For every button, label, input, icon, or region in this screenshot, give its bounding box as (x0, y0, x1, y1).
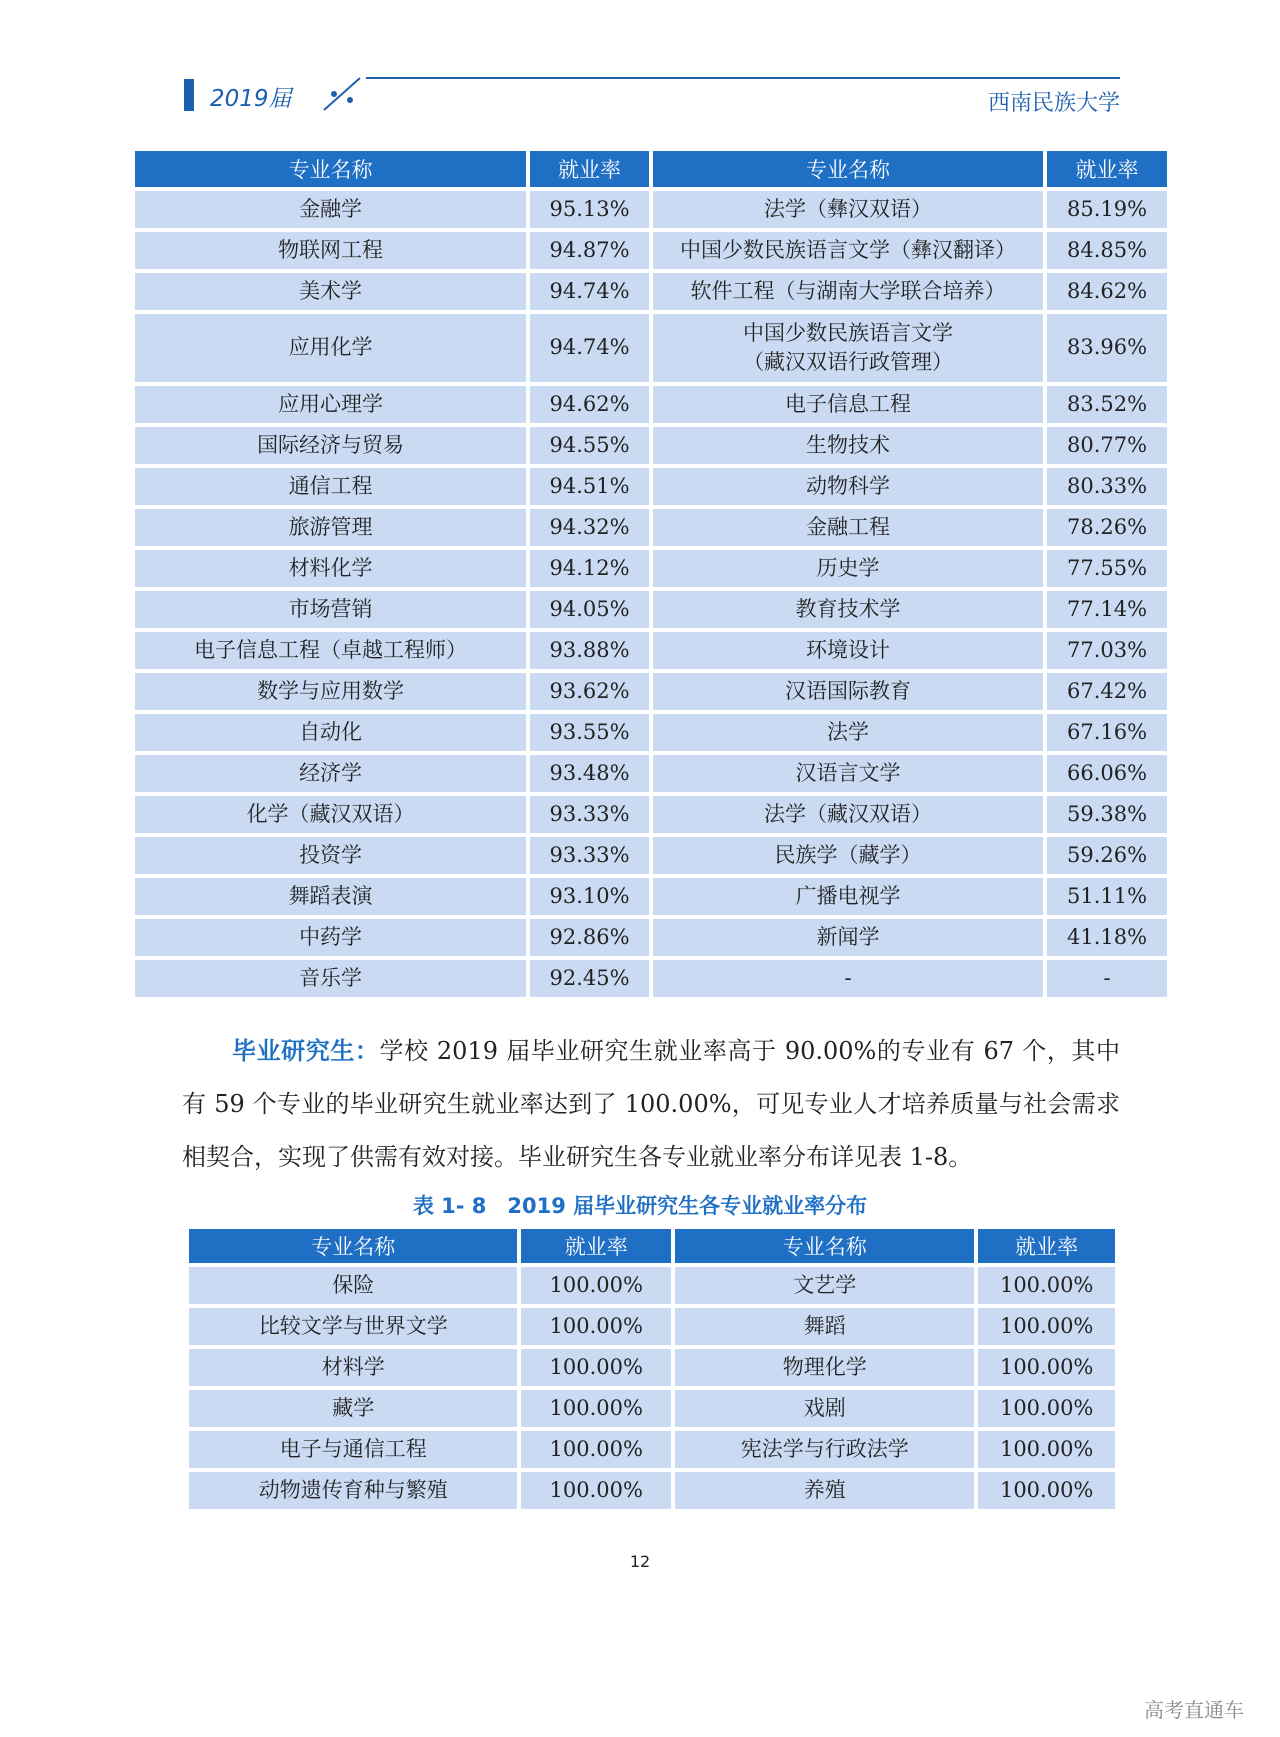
employment-rate-cell: 59.38% (1047, 796, 1167, 833)
employment-rate-cell: 95.13% (530, 191, 649, 228)
major-name-cell: 旅游管理 (135, 509, 526, 546)
table-row (135, 509, 1167, 546)
major-name-cell: 应用化学 (135, 314, 526, 382)
table-row (135, 673, 1167, 710)
major-name-cell: 汉语国际教育 (653, 673, 1043, 710)
employment-rate-cell: 100.00% (978, 1308, 1115, 1345)
major-name-cell: 金融工程 (653, 509, 1043, 546)
col-header-major: 专业名称 (189, 1229, 517, 1263)
paragraph-lead: 毕业研究生： (232, 1037, 380, 1065)
col-header-major: 专业名称 (653, 151, 1043, 187)
major-name-cell: 舞蹈 (675, 1308, 974, 1345)
major-name-cell: 保险 (189, 1267, 517, 1304)
header-dots-icon (320, 76, 366, 112)
major-name-cell: 藏学 (189, 1390, 517, 1427)
table-row (189, 1390, 1115, 1427)
employment-rate-cell: 94.05% (530, 591, 649, 628)
employment-rate-cell: 100.00% (978, 1390, 1115, 1427)
table-body (189, 1267, 1115, 1509)
major-name-cell: 自动化 (135, 714, 526, 751)
table-row (135, 919, 1167, 956)
major-name-cell: 教育技术学 (653, 591, 1043, 628)
employment-rate-cell: 66.06% (1047, 755, 1167, 792)
table-header-row (135, 151, 1167, 187)
employment-rate-cell: - (1047, 960, 1167, 997)
table-row (135, 232, 1167, 269)
major-name-cell: 生物技术 (653, 427, 1043, 464)
major-name-cell: 美术学 (135, 273, 526, 310)
major-name-cell: 中国少数民族语言文学 （藏汉双语行政管理） (653, 314, 1043, 382)
employment-rate-cell: 94.55% (530, 427, 649, 464)
col-header-rate: 就业率 (978, 1229, 1115, 1263)
employment-rate-cell: 94.87% (530, 232, 649, 269)
major-name-cell: 中国少数民族语言文学（彝汉翻译） (653, 232, 1043, 269)
major-name-cell: 应用心理学 (135, 386, 526, 423)
major-name-cell: - (653, 960, 1043, 997)
undergrad-employment-table (131, 147, 1171, 1001)
major-name-cell: 历史学 (653, 550, 1043, 587)
major-name-cell: 经济学 (135, 755, 526, 792)
employment-rate-cell: 93.55% (530, 714, 649, 751)
employment-rate-cell: 100.00% (521, 1267, 671, 1304)
graduate-paragraph (182, 1025, 1120, 1184)
major-name-cell: 电子信息工程（卓越工程师） (135, 632, 526, 669)
major-name-cell: 国际经济与贸易 (135, 427, 526, 464)
major-name-cell: 数学与应用数学 (135, 673, 526, 710)
major-name-cell: 动物遗传育种与繁殖 (189, 1472, 517, 1509)
major-name-cell: 投资学 (135, 837, 526, 874)
employment-rate-cell: 100.00% (521, 1431, 671, 1468)
table-row (189, 1431, 1115, 1468)
table-row (189, 1472, 1115, 1509)
employment-rate-cell: 77.14% (1047, 591, 1167, 628)
graduate-employment-table (185, 1225, 1119, 1513)
employment-rate-cell: 94.12% (530, 550, 649, 587)
table-row (135, 314, 1167, 382)
employment-rate-cell: 84.85% (1047, 232, 1167, 269)
employment-rate-cell: 78.26% (1047, 509, 1167, 546)
paragraph-text: 学校 2019 届毕业研究生就业率高于 90.00%的专业有 67 个，其中有 59 个专业的毕业研究生就业率达到了 100.00%，可见专业人才培养质量与社会需求相契合，实现了供需有效对接。毕业研究生各专业就业率分布详见表 1-8。 (182, 1037, 1120, 1171)
major-name-cell: 通信工程 (135, 468, 526, 505)
col-header-rate: 就业率 (1047, 151, 1167, 187)
table-row (189, 1349, 1115, 1386)
major-name-cell: 材料化学 (135, 550, 526, 587)
employment-rate-cell: 94.32% (530, 509, 649, 546)
table-row (135, 714, 1167, 751)
header-rule (366, 77, 1120, 79)
major-name-cell: 软件工程（与湖南大学联合培养） (653, 273, 1043, 310)
employment-rate-cell: 67.16% (1047, 714, 1167, 751)
watermark-text: 高考直通车 (1144, 1698, 1244, 1722)
employment-rate-cell: 100.00% (978, 1431, 1115, 1468)
table-row (135, 468, 1167, 505)
table-row (135, 632, 1167, 669)
major-name-cell: 汉语言文学 (653, 755, 1043, 792)
employment-rate-cell: 100.00% (521, 1349, 671, 1386)
employment-rate-cell: 93.33% (530, 837, 649, 874)
major-name-cell: 养殖 (675, 1472, 974, 1509)
employment-rate-cell: 94.74% (530, 314, 649, 382)
employment-rate-cell: 94.74% (530, 273, 649, 310)
employment-rate-cell: 41.18% (1047, 919, 1167, 956)
table-row (135, 878, 1167, 915)
major-name-cell: 法学 (653, 714, 1043, 751)
major-name-cell: 舞蹈表演 (135, 878, 526, 915)
table-row (135, 591, 1167, 628)
table-row (135, 796, 1167, 833)
col-header-rate: 就业率 (521, 1229, 671, 1263)
page-number: 12 (629, 1552, 651, 1571)
employment-rate-cell: 100.00% (521, 1472, 671, 1509)
major-name-cell: 电子信息工程 (653, 386, 1043, 423)
major-name-cell: 戏剧 (675, 1390, 974, 1427)
employment-rate-cell: 100.00% (521, 1308, 671, 1345)
major-name-cell: 物理化学 (675, 1349, 974, 1386)
employment-rate-cell: 59.26% (1047, 837, 1167, 874)
major-name-cell: 文艺学 (675, 1267, 974, 1304)
employment-rate-cell: 83.96% (1047, 314, 1167, 382)
employment-rate-cell: 51.11% (1047, 878, 1167, 915)
major-name-cell: 民族学（藏学） (653, 837, 1043, 874)
major-name-cell: 新闻学 (653, 919, 1043, 956)
employment-rate-cell: 93.88% (530, 632, 649, 669)
employment-rate-cell: 94.51% (530, 468, 649, 505)
major-name-cell: 材料学 (189, 1349, 517, 1386)
employment-rate-cell: 92.86% (530, 919, 649, 956)
major-name-cell: 金融学 (135, 191, 526, 228)
col-header-rate: 就业率 (530, 151, 649, 187)
employment-rate-cell: 100.00% (978, 1472, 1115, 1509)
employment-rate-cell: 80.77% (1047, 427, 1167, 464)
major-name-cell: 宪法学与行政法学 (675, 1431, 974, 1468)
table-row (189, 1267, 1115, 1304)
employment-rate-cell: 93.48% (530, 755, 649, 792)
employment-rate-cell: 92.45% (530, 960, 649, 997)
employment-rate-cell: 93.10% (530, 878, 649, 915)
table-row (189, 1308, 1115, 1345)
major-name-cell: 法学（彝汉双语） (653, 191, 1043, 228)
employment-rate-cell: 85.19% (1047, 191, 1167, 228)
employment-rate-cell: 100.00% (978, 1349, 1115, 1386)
table-row (135, 550, 1167, 587)
employment-rate-cell: 77.55% (1047, 550, 1167, 587)
major-name-cell: 比较文学与世界文学 (189, 1308, 517, 1345)
table-row (135, 191, 1167, 228)
major-name-cell: 电子与通信工程 (189, 1431, 517, 1468)
header-accent-bar (184, 79, 194, 111)
table-row (135, 960, 1167, 997)
employment-rate-cell: 93.33% (530, 796, 649, 833)
header-school-name: 西南民族大学 (987, 91, 1120, 116)
header-year: 2019届 (210, 86, 292, 112)
table-header-row (189, 1229, 1115, 1263)
major-name-cell: 化学（藏汉双语） (135, 796, 526, 833)
major-name-cell: 环境设计 (653, 632, 1043, 669)
table-caption: 表 1- 8 2019 届毕业研究生各专业就业率分布 (412, 1194, 868, 1218)
employment-rate-cell: 83.52% (1047, 386, 1167, 423)
employment-rate-cell: 84.62% (1047, 273, 1167, 310)
employment-rate-cell: 80.33% (1047, 468, 1167, 505)
major-name-cell: 物联网工程 (135, 232, 526, 269)
major-name-cell: 广播电视学 (653, 878, 1043, 915)
employment-rate-cell: 94.62% (530, 386, 649, 423)
table-row (135, 386, 1167, 423)
col-header-major: 专业名称 (675, 1229, 974, 1263)
major-name-cell: 动物科学 (653, 468, 1043, 505)
major-name-cell: 中药学 (135, 919, 526, 956)
table-row (135, 427, 1167, 464)
employment-rate-cell: 100.00% (521, 1390, 671, 1427)
employment-rate-cell: 67.42% (1047, 673, 1167, 710)
table-row (135, 273, 1167, 310)
table-row (135, 755, 1167, 792)
employment-rate-cell: 100.00% (978, 1267, 1115, 1304)
table-body (135, 191, 1167, 997)
employment-rate-cell: 77.03% (1047, 632, 1167, 669)
table-row (135, 837, 1167, 874)
employment-rate-cell: 93.62% (530, 673, 649, 710)
major-name-cell: 法学（藏汉双语） (653, 796, 1043, 833)
major-name-cell: 市场营销 (135, 591, 526, 628)
col-header-major: 专业名称 (135, 151, 526, 187)
major-name-cell: 音乐学 (135, 960, 526, 997)
